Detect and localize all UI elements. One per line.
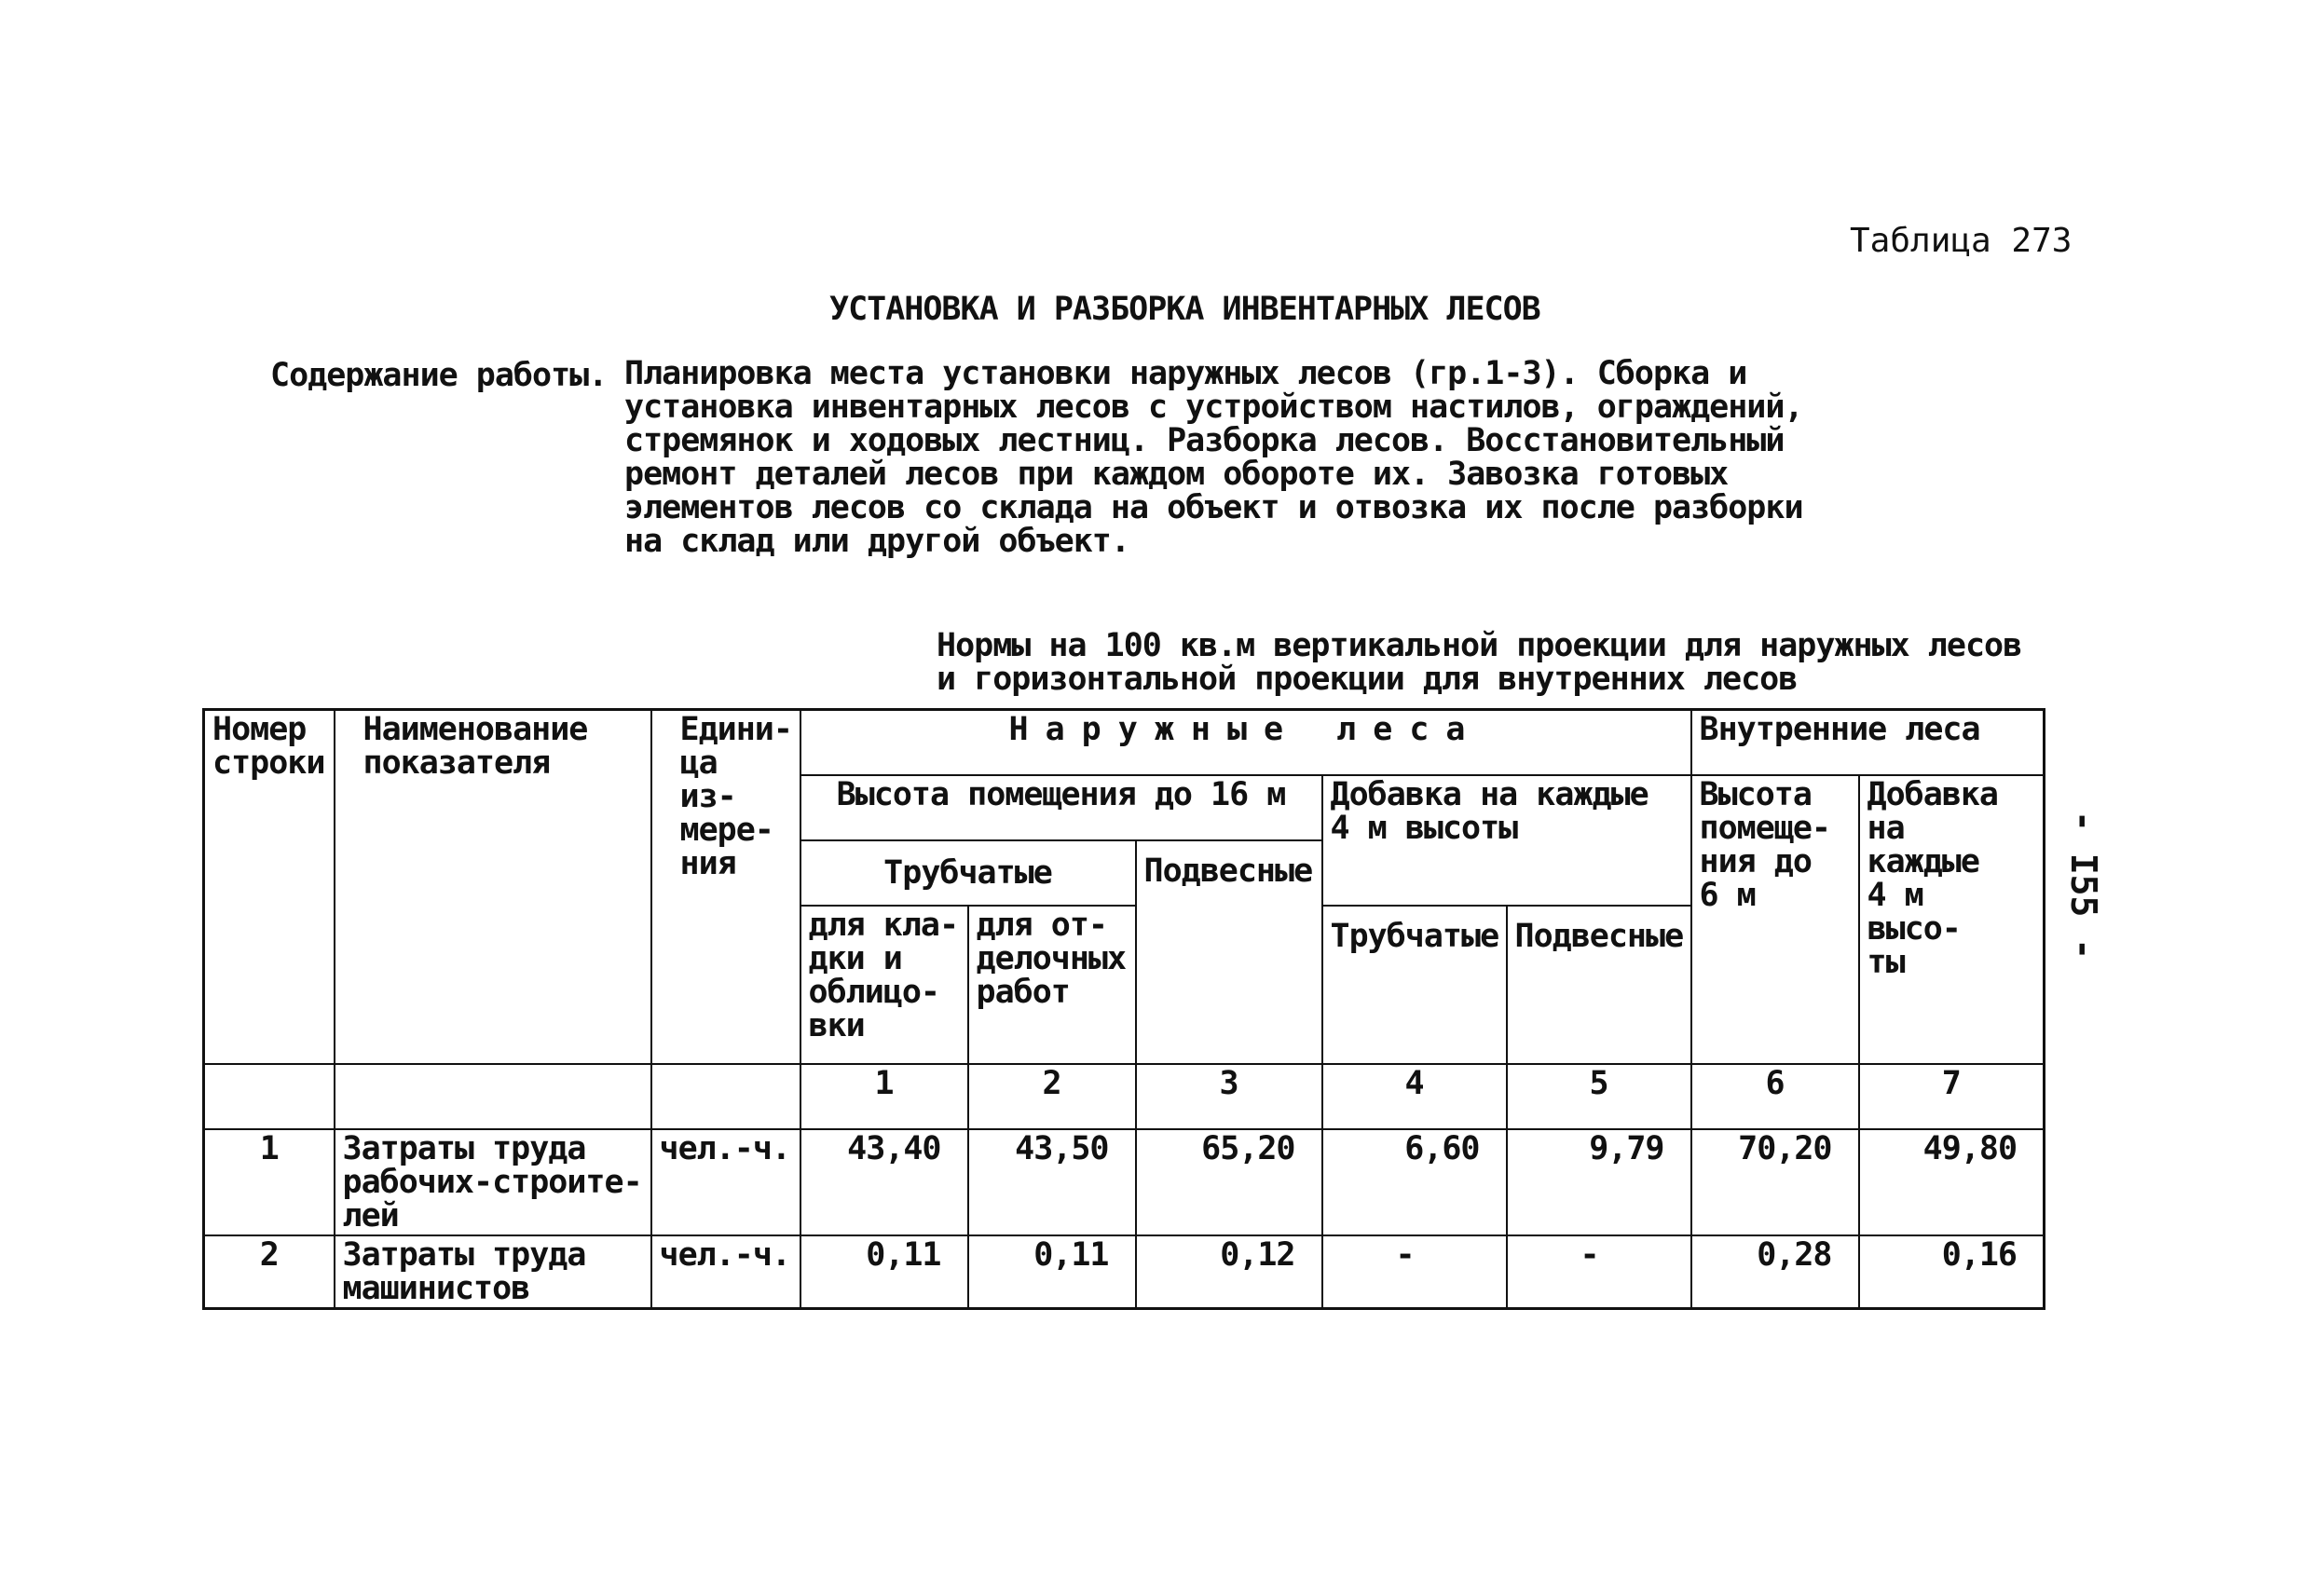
document-title: УСТАНОВКА И РАЗБОРКА ИНВЕНТАРНЫХ ЛЕСОВ xyxy=(829,291,1540,328)
row-unit: чел.-ч. xyxy=(651,1129,800,1235)
column-number: 7 xyxy=(1859,1064,2045,1129)
row-value: 6,60 xyxy=(1322,1129,1507,1235)
row-value: - xyxy=(1507,1235,1691,1309)
work-content-text xyxy=(624,357,1803,558)
row-unit: чел.-ч. xyxy=(651,1235,800,1309)
row-value: 49,80 xyxy=(1859,1129,2045,1235)
row-number: 2 xyxy=(204,1235,335,1309)
row-name: Затраты труда машинистов xyxy=(335,1235,651,1309)
empty-cell xyxy=(651,1064,800,1129)
header-inner-scaffolding: Внутренние леса xyxy=(1691,710,2045,775)
row-number: 1 xyxy=(204,1129,335,1235)
column-number: 5 xyxy=(1507,1064,1691,1129)
row-value: 0,16 xyxy=(1859,1235,2045,1309)
norm-note xyxy=(937,629,2021,696)
header-unit: Едини- ца из- мере- ния xyxy=(651,710,800,1064)
page-number: - I55 - xyxy=(2063,811,2104,961)
row-value: 43,50 xyxy=(968,1129,1136,1235)
header-add-tubular: Трубчатые xyxy=(1322,906,1507,1064)
header-row-number: Номер строки xyxy=(204,710,335,1064)
column-number: 3 xyxy=(1136,1064,1322,1129)
work-content-line: на склад или другой объект. xyxy=(624,523,1129,560)
norm-note-line: Нормы на 100 кв.м вертикальной проекции для наружных лесов xyxy=(937,627,2022,664)
row-value: 70,20 xyxy=(1691,1129,1859,1235)
work-content-label: Содержание работы. xyxy=(270,357,608,394)
row-value: - xyxy=(1322,1235,1507,1309)
norms-table xyxy=(202,708,2045,1310)
row-value: 65,20 xyxy=(1136,1129,1322,1235)
header-tubular: Трубчатые xyxy=(800,840,1136,906)
header-add-4m: Добавка на каждые 4 м высоты xyxy=(1322,775,1691,906)
empty-cell xyxy=(335,1064,651,1129)
row-value: 43,40 xyxy=(800,1129,968,1235)
header-masonry: для кла- дки и облицо- вки xyxy=(800,906,968,1064)
table-row xyxy=(204,1235,2045,1309)
header-inner-add-4m: Добавка на каждые 4 м высо- ты xyxy=(1859,775,2045,1064)
work-content-line: ремонт деталей лесов при каждом обороте их. Завозка готовых xyxy=(624,456,1729,493)
header-inner-height-6m: Высота помеще- ния до 6 м xyxy=(1691,775,1859,1064)
work-content-line: установка инвентарных лесов с устройством настилов, ограждений, xyxy=(624,389,1803,426)
row-value: 0,11 xyxy=(800,1235,968,1309)
column-numbers-row xyxy=(204,1064,2045,1129)
work-content-line: стремянок и ходовых лестниц. Разборка лесов. Восстановительный xyxy=(624,422,1785,459)
column-number: 1 xyxy=(800,1064,968,1129)
header-suspended: Подвесные xyxy=(1136,840,1322,1064)
column-number: 4 xyxy=(1322,1064,1507,1129)
row-value: 0,28 xyxy=(1691,1235,1859,1309)
header-indicator-name: Наименование показателя xyxy=(335,710,651,1064)
table-row xyxy=(204,1129,2045,1235)
header-outer-scaffolding: Наружные леса xyxy=(800,710,1691,775)
row-value: 9,79 xyxy=(1507,1129,1691,1235)
column-number: 2 xyxy=(968,1064,1136,1129)
header-finishing: для от- делочных работ xyxy=(968,906,1136,1064)
header-add-suspended: Подвесные xyxy=(1507,906,1691,1064)
row-value: 0,12 xyxy=(1136,1235,1322,1309)
table-number: Таблица 273 xyxy=(1850,222,2073,260)
row-value: 0,11 xyxy=(968,1235,1136,1309)
column-number: 6 xyxy=(1691,1064,1859,1129)
header-height-16m: Высота помещения до 16 м xyxy=(800,775,1322,840)
work-content-line: элементов лесов со склада на объект и отвозка их после разборки xyxy=(624,489,1803,526)
work-content-line: Планировка места установки наружных лесов (гр.1-3). Сборка и xyxy=(624,355,1747,392)
norm-note-line: и горизонтальной проекции для внутренних лесов xyxy=(937,661,1798,698)
empty-cell xyxy=(204,1064,335,1129)
row-name: Затраты труда рабочих-строите- лей xyxy=(335,1129,651,1235)
